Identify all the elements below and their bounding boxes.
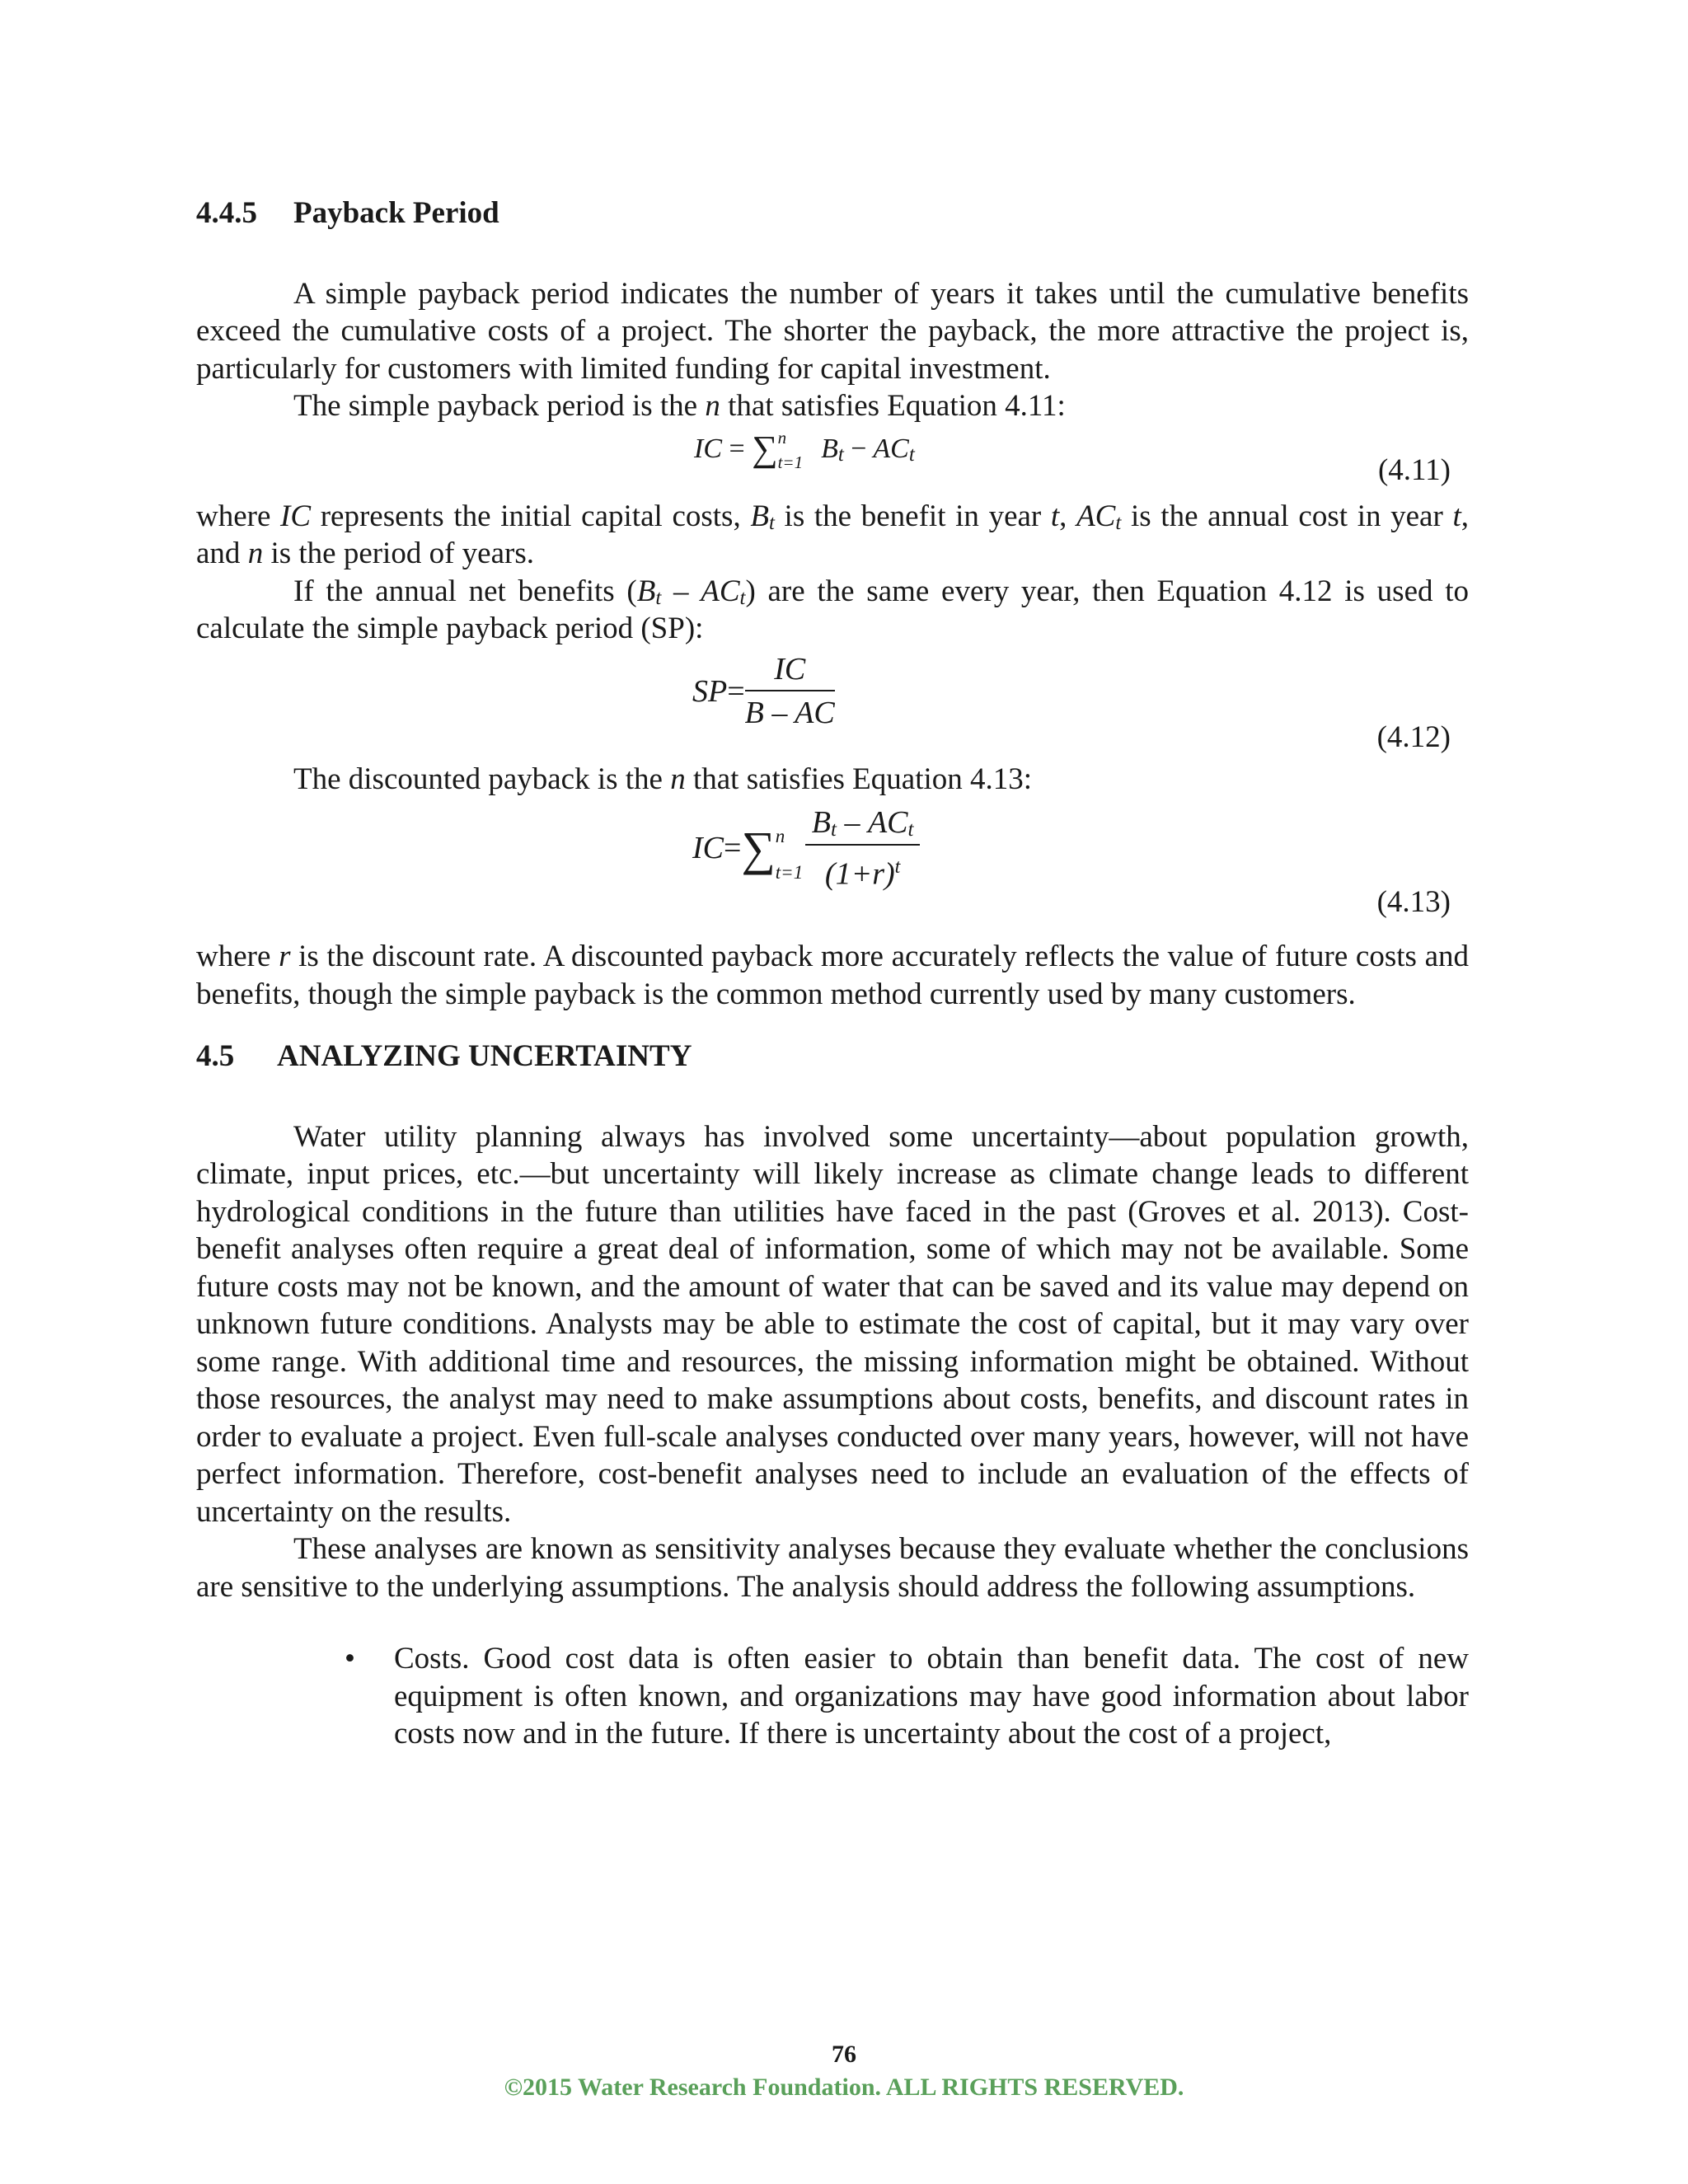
equation-4-12-body: SP= $\frac{IC}{B - AC}$ [692,651,835,730]
equation-number: (4.13) [1376,885,1451,919]
paragraph-sensitivity: These analyses are known as sensitivity analyses because they evaluate whether the conclusions are sensitive to the underlying assumptions. The analysis should address the following assumptions. [196,1532,1469,1604]
section-title: Payback Period [293,196,499,230]
section-title: ANALYZING UNCERTAINTY [277,1039,692,1073]
section-heading-4-4-5 [196,194,1469,232]
equation-4-13 [196,798,1469,938]
page-number: 76 [832,2041,856,2068]
section-number: 4.5 [196,1039,235,1073]
equation-number: (4.12) [1376,719,1451,754]
equation-4-13-body: IC=∑ n t=1 $\frac{B_t - AC_t}{(1+r)^t}$ [692,804,920,893]
paragraph-equation-411-intro: The simple payback period is the n that satisfies Equation 4.11: [293,389,1066,423]
section-number: 4.4.5 [196,196,257,230]
page-body [196,194,1469,1753]
copyright-notice: ©2015 Water Research Foundation. ALL RIGHTS RESERVED. [504,2074,1184,2101]
paragraph-where-ic: where IC represents the initial capital costs, $B_t$ is the benefit in year t, $AC_t$ is the annual cost in year t, and n is the period of years. [196,499,1469,570]
bullet-icon: • [345,1642,355,1675]
section-heading-4-5 [196,1038,1469,1076]
equation-4-11 [196,425,1469,498]
paragraph-equation-413-intro: The discounted payback is the n that satisfies Equation 4.13: [293,762,1033,796]
equation-4-12 [196,648,1469,761]
paragraph-discount-rate: where r is the discount rate. A discounted payback more accurately reflects the value of future costs and benefits, though the simple payback is the common method currently used by many customers. [196,940,1470,1011]
equation-number: (4.11) [1377,452,1451,487]
paragraph-annual-net-benefits: If the annual net benefits $(B_t - AC_t)$ are the same every year, then Equation 4.12 is used to calculate the simple payback period (SP): [196,574,1469,645]
paragraph-uncertainty: Water utility planning always has involved some uncertainty—about population growth, climate, input prices, etc.—but uncertainty will likely increase as climate change leads to different hydrological conditions in the future than utilities have faced in the past (Groves et al. 2013). Cost-benefit analyses often require a great deal of information, some of which may not be available. Some future costs may not be known, and the amount of water that can be saved and its value may depend on unknown future conditions. Analysts may be able to estimate the cost of capital, but it may vary over some range. With additional time and resources, the missing information might be obtained. Without those resources, the analyst may need to make assumptions about costs, benefits, and discount rates in order to evaluate a project. Even full-scale analyses conducted over many years, however, will not have perfect information. Therefore, cost-benefit analyses need to include an evaluation of the effects of uncertainty on the results. [196,1119,1469,1529]
assumptions-list [196,1640,1469,1753]
equation-4-11-body: IC = ∑ n t=1 $B_t - AC_t$ [694,427,915,472]
paragraph-payback-intro: A simple payback period indicates the number of years it takes until the cumulative benefits exceed the cumulative costs of a project. The shorter the payback, the more attractive the project is, particularly for customers with limited funding for capital investment. [196,276,1469,386]
list-item: • Costs. Good cost data is often easier to obtain than benefit data. The cost of new equipment is often known, and organizations may have good information about labor costs now and in the future. If there is uncertainty about the cost of a project, [345,1642,1469,1750]
